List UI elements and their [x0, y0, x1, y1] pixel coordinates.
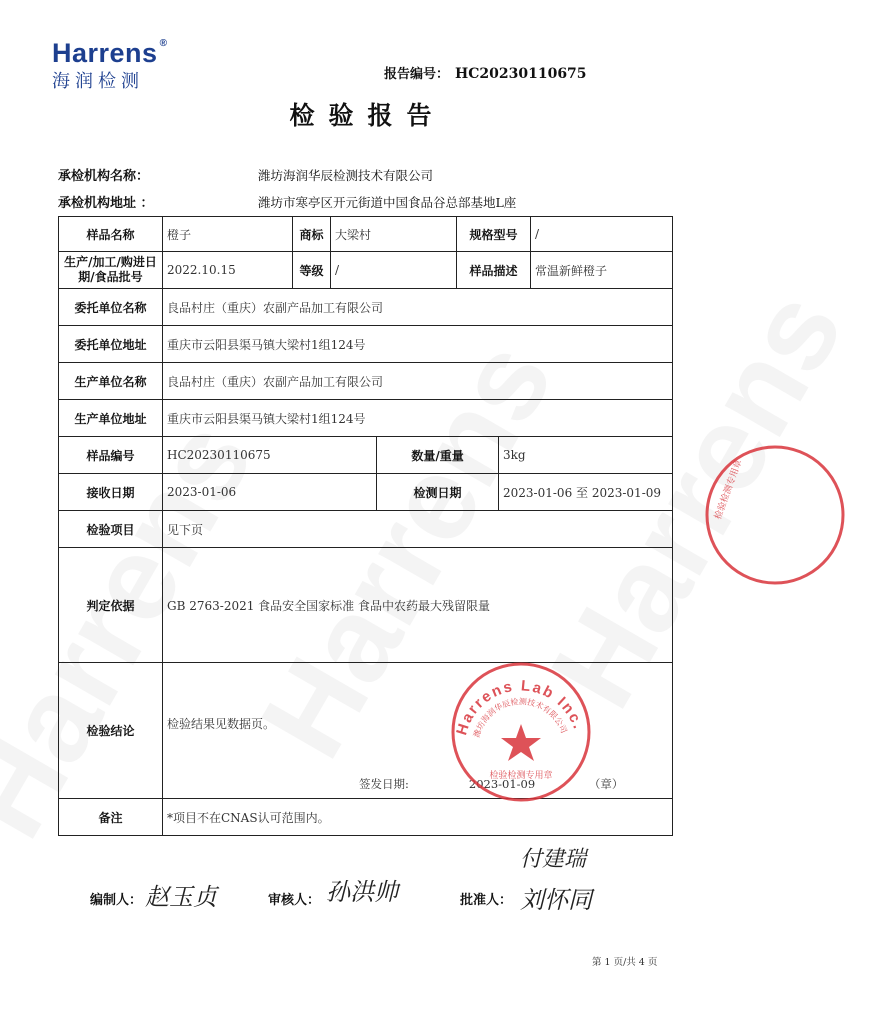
sample-name-value: 橙子 — [163, 217, 293, 252]
table-row — [59, 400, 673, 437]
test-date-value: 2023-01-06 至 2023-01-09 — [499, 474, 673, 511]
grade-value: / — [331, 252, 457, 289]
client-name-label: 委托单位名称 — [59, 289, 163, 326]
brand-value: 大梁村 — [331, 217, 457, 252]
org-name-line — [58, 165, 433, 184]
table-row — [59, 217, 673, 252]
test-items-label: 检验项目 — [59, 511, 163, 548]
receive-date-label: 接收日期 — [59, 474, 163, 511]
spec-value: / — [531, 217, 673, 252]
table-row — [59, 548, 673, 663]
report-number-value: HC20230110675 — [455, 66, 587, 82]
reviewer-label: 审核人： — [268, 893, 321, 908]
remark-value: *项目不在CNAS认可范围内。 — [163, 799, 673, 836]
reviewer-signature: 孙洪帅 — [326, 878, 398, 906]
sign-date-label: 签发日期: — [359, 777, 409, 791]
client-address-value: 重庆市云阳县渠马镇大梁村1组124号 — [163, 326, 673, 363]
report-number-label: 报告编号： — [384, 67, 450, 82]
production-date-label: 生产/加工/购进日期/食品批号 — [59, 252, 163, 289]
table-row — [59, 326, 673, 363]
test-items-value: 见下页 — [163, 511, 673, 548]
approver-signature: 刘怀同 — [520, 886, 592, 914]
table-row — [59, 474, 673, 511]
manufacturer-address-label: 生产单位地址 — [59, 400, 163, 437]
seal-bottom-text: 检验检测专用章 — [489, 771, 553, 781]
table-row — [59, 363, 673, 400]
report-number — [384, 63, 587, 82]
manufacturer-name-value: 良品村庄（重庆）农副产品加工有限公司 — [163, 363, 673, 400]
table-row — [59, 437, 673, 474]
sample-description-value: 常温新鲜橙子 — [531, 252, 673, 289]
seal-mark: （章） — [588, 777, 624, 791]
conclusion-label: 检验结论 — [59, 663, 163, 799]
remark-label: 备注 — [59, 799, 163, 836]
judgment-basis-label: 判定依据 — [59, 548, 163, 663]
page-title: 检验报告 — [289, 101, 446, 130]
table-row — [59, 289, 673, 326]
brand-label: 商标 — [293, 217, 331, 252]
org-name-label: 承检机构名称： — [58, 169, 150, 184]
edge-seal-text: 检验检测专用章 — [713, 458, 745, 522]
org-address-label: 承检机构地址 ： — [58, 196, 154, 211]
spec-label: 规格型号 — [457, 217, 531, 252]
manufacturer-address-value: 重庆市云阳县渠马镇大梁村1组124号 — [163, 400, 673, 437]
org-name-value: 潍坊海润华辰检测技术有限公司 — [258, 168, 434, 183]
org-address-line — [58, 192, 516, 211]
seal-inner-text: 潍坊海润华辰检测技术有限公司 — [472, 697, 569, 739]
receive-date-value: 2023-01-06 — [163, 474, 377, 511]
sign-date-value: 2023-01-09 — [468, 777, 536, 791]
edge-seal — [700, 440, 850, 590]
editor-signature: 赵玉贞 — [145, 883, 217, 911]
client-address-label: 委托单位地址 — [59, 326, 163, 363]
sample-number-value: HC20230110675 — [163, 437, 377, 474]
quantity-value: 3kg — [499, 437, 673, 474]
sample-number-label: 样品编号 — [59, 437, 163, 474]
table-row — [59, 511, 673, 548]
extra-signature: 付建瑞 — [520, 847, 587, 872]
org-address-value: 潍坊市寒亭区开元街道中国食品谷总部基地L座 — [258, 195, 517, 210]
manufacturer-name-label: 生产单位名称 — [59, 363, 163, 400]
sample-description-label: 样品描述 — [457, 252, 531, 289]
judgment-basis-value: GB 2763-2021 食品安全国家标准 食品中农药最大残留限量 — [163, 548, 673, 663]
logo-text-en: Harrens ® — [52, 38, 168, 68]
test-date-label: 检测日期 — [377, 474, 499, 511]
sample-name-label: 样品名称 — [59, 217, 163, 252]
seal-star-icon — [501, 724, 541, 761]
company-logo — [52, 38, 192, 93]
table-row — [59, 799, 673, 836]
seal-outer-text: Harrens Lab Inc. — [453, 677, 588, 738]
conclusion-value: 检验结果见数据页。 — [167, 717, 276, 731]
table-row — [59, 252, 673, 289]
client-name-value: 良品村庄（重庆）农副产品加工有限公司 — [163, 289, 673, 326]
official-seal — [446, 654, 596, 804]
grade-label: 等级 — [293, 252, 331, 289]
approver-label: 批准人： — [460, 893, 513, 908]
page-number: 第 1 页/共 4 页 — [592, 957, 658, 968]
quantity-label: 数量/重量 — [377, 437, 499, 474]
logo-text-cn: 海润检测 — [52, 71, 144, 92]
editor-label: 编制人： — [90, 893, 143, 908]
conclusion-cell — [163, 663, 673, 799]
production-date-value: 2022.10.15 — [163, 252, 293, 289]
